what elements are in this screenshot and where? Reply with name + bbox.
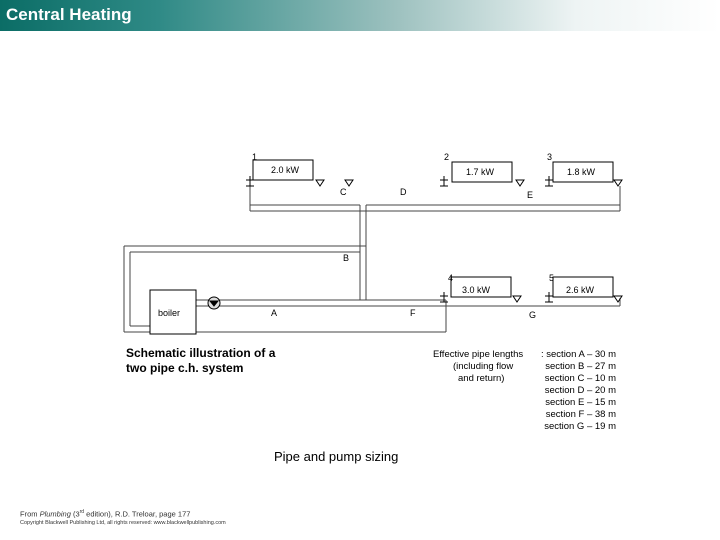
length-row: section F – 38 m <box>545 409 616 420</box>
radiator-power: 2.6 kW <box>566 285 595 295</box>
page-title: Central Heating <box>6 5 132 24</box>
radiator-number: 5 <box>549 273 555 283</box>
schematic-caption <box>126 346 275 376</box>
length-row: section C – 10 m <box>544 373 616 384</box>
radiator-power: 1.7 kW <box>466 167 495 177</box>
radiator-number: 4 <box>448 273 454 283</box>
copyright-line: Copyright Blackwell Publishing Ltd, all rights reserved: www.blackwellpublishing.com <box>20 520 226 526</box>
credit-book: Plumbing <box>39 509 71 519</box>
section-label: F <box>410 308 416 318</box>
section-label: C <box>340 187 347 197</box>
section-label: A <box>271 308 278 318</box>
length-row: section G – 19 m <box>544 421 616 432</box>
radiator-number: 2 <box>444 152 450 162</box>
length-row: section D – 20 m <box>544 385 616 396</box>
section-label: B <box>343 253 350 263</box>
slide-subtitle: Pipe and pump sizing <box>274 449 399 464</box>
length-row: section E – 15 m <box>545 397 616 408</box>
radiator-power: 2.0 kW <box>271 165 300 175</box>
caption-line: two pipe c.h. system <box>126 361 244 375</box>
lengths-intro-line: (including flow <box>453 361 514 372</box>
credit-prefix: From <box>20 509 40 519</box>
lengths-intro <box>433 349 533 385</box>
section-label: E <box>527 190 534 200</box>
credit-edition-sup: rd <box>79 509 85 515</box>
section-label: D <box>400 187 407 197</box>
radiator-number: 1 <box>252 152 258 162</box>
credit-edition: (3 <box>70 509 80 519</box>
radiator-power: 1.8 kW <box>567 167 596 177</box>
credit-rest: edition), R.D. Treloar, page 177 <box>84 509 191 519</box>
lengths-intro-line: and return) <box>458 373 505 384</box>
section-label: G <box>529 310 537 320</box>
lengths-list <box>532 349 616 433</box>
caption-line: Schematic illustration of a <box>126 346 276 360</box>
radiator-power: 3.0 kW <box>462 285 491 295</box>
boiler-label: boiler <box>158 308 181 318</box>
source-credit <box>20 509 190 519</box>
length-row: : section A – 30 m <box>541 349 616 360</box>
length-row: section B – 27 m <box>545 361 616 372</box>
lengths-intro-line: Effective pipe lengths <box>433 349 524 360</box>
radiator-number: 3 <box>547 152 553 162</box>
